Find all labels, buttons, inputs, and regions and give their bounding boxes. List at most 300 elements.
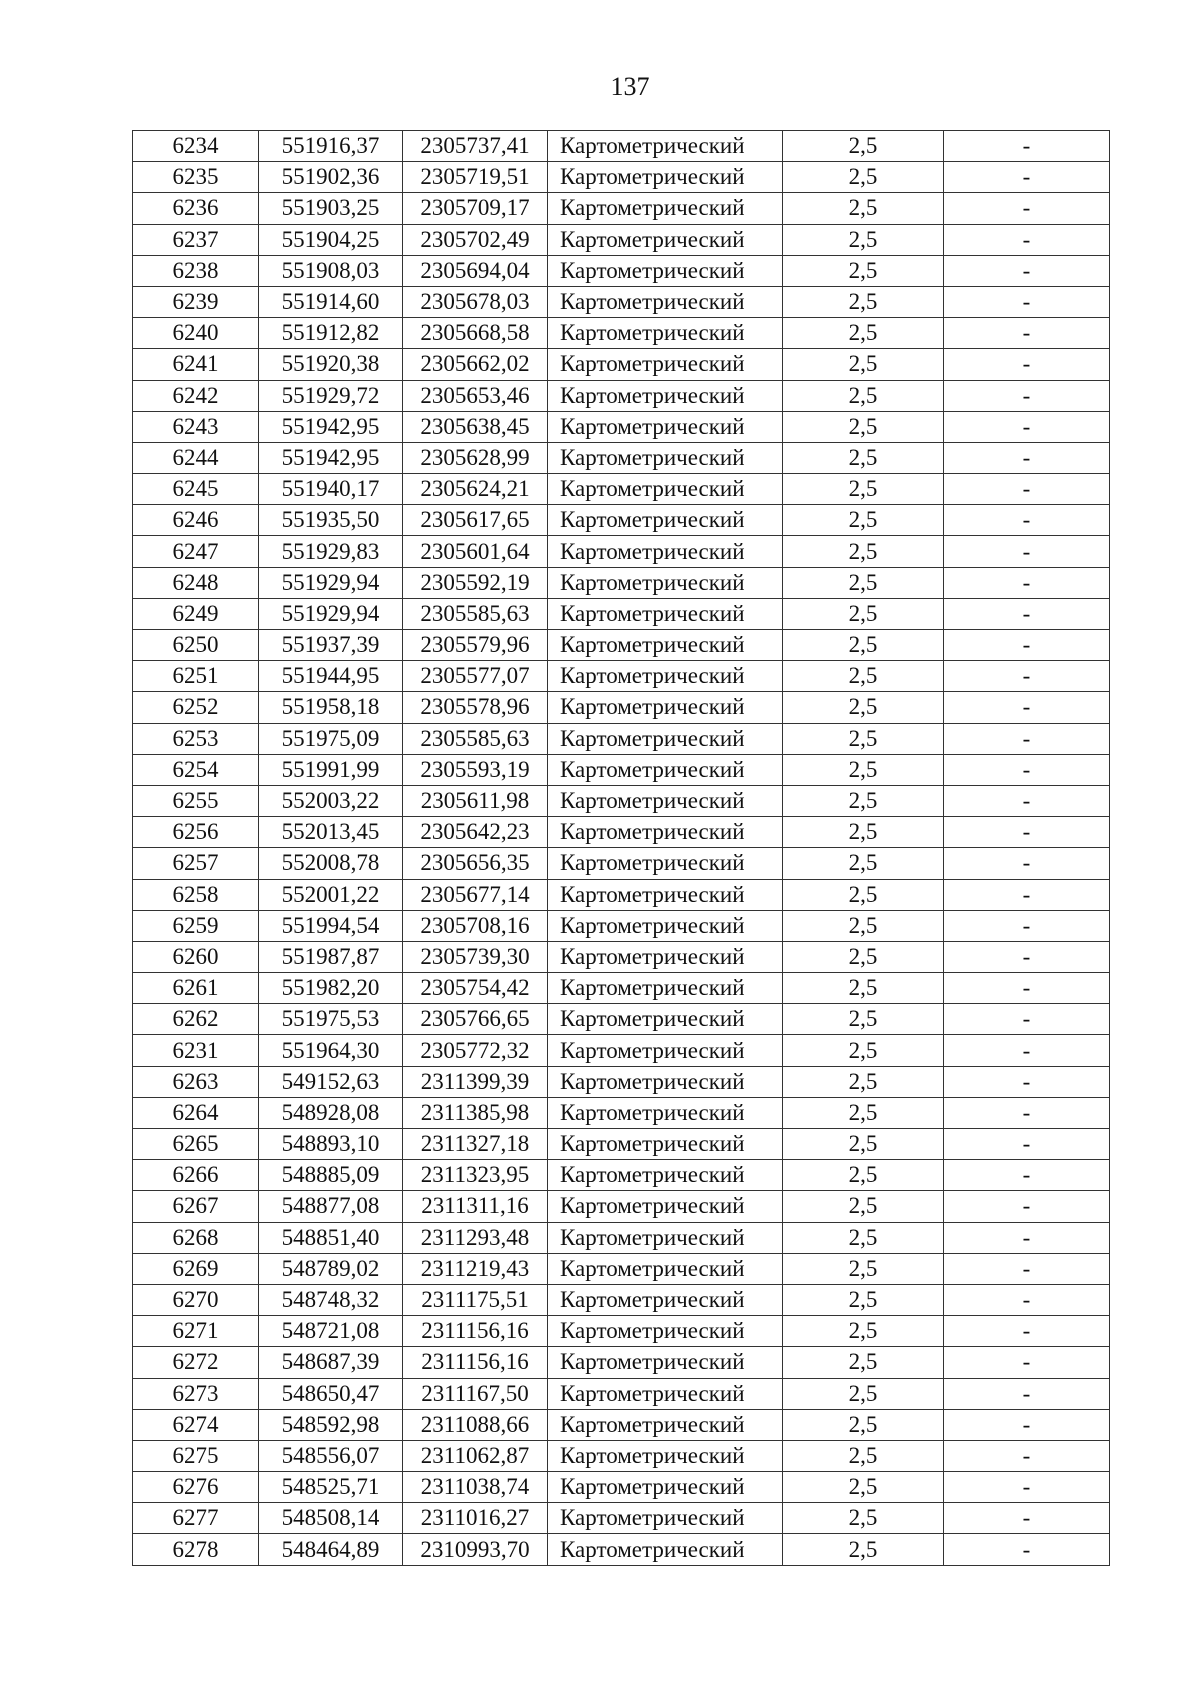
note-cell: - (944, 131, 1110, 162)
method-cell: Картометрический (548, 941, 783, 972)
y-coordinate-cell: 2305628,99 (403, 442, 548, 473)
note-cell: - (944, 1284, 1110, 1315)
point-number-cell: 6259 (133, 910, 259, 941)
method-cell: Картометрический (548, 162, 783, 193)
table-row (133, 598, 1110, 629)
y-coordinate-cell: 2311038,74 (403, 1472, 548, 1503)
note-cell: - (944, 910, 1110, 941)
y-coordinate-cell: 2305766,65 (403, 1004, 548, 1035)
note-cell: - (944, 1097, 1110, 1128)
accuracy-cell: 2,5 (783, 1472, 944, 1503)
accuracy-cell: 2,5 (783, 754, 944, 785)
note-cell: - (944, 1316, 1110, 1347)
table-row (133, 1129, 1110, 1160)
table-row (133, 973, 1110, 1004)
method-cell: Картометрический (548, 1440, 783, 1471)
y-coordinate-cell: 2305662,02 (403, 349, 548, 380)
table-row (133, 785, 1110, 816)
accuracy-cell: 2,5 (783, 1503, 944, 1534)
table-row (133, 286, 1110, 317)
point-number-cell: 6258 (133, 879, 259, 910)
point-number-cell: 6248 (133, 567, 259, 598)
note-cell: - (944, 692, 1110, 723)
y-coordinate-cell: 2305772,32 (403, 1035, 548, 1066)
x-coordinate-cell: 551942,95 (259, 442, 403, 473)
note-cell: - (944, 1440, 1110, 1471)
x-coordinate-cell: 548885,09 (259, 1160, 403, 1191)
x-coordinate-cell: 548748,32 (259, 1284, 403, 1315)
x-coordinate-cell: 551944,95 (259, 661, 403, 692)
accuracy-cell: 2,5 (783, 318, 944, 349)
method-cell: Картометрический (548, 1191, 783, 1222)
method-cell: Картометрический (548, 224, 783, 255)
table-row (133, 661, 1110, 692)
table-row (133, 474, 1110, 505)
note-cell: - (944, 474, 1110, 505)
x-coordinate-cell: 551929,94 (259, 598, 403, 629)
point-number-cell: 6266 (133, 1160, 259, 1191)
point-number-cell: 6264 (133, 1097, 259, 1128)
table-row (133, 1503, 1110, 1534)
method-cell: Картометрический (548, 193, 783, 224)
x-coordinate-cell: 551914,60 (259, 286, 403, 317)
x-coordinate-cell: 551904,25 (259, 224, 403, 255)
method-cell: Картометрический (548, 1129, 783, 1160)
note-cell: - (944, 1035, 1110, 1066)
point-number-cell: 6278 (133, 1534, 259, 1565)
y-coordinate-cell: 2305754,42 (403, 973, 548, 1004)
table-row (133, 1316, 1110, 1347)
note-cell: - (944, 941, 1110, 972)
y-coordinate-cell: 2305617,65 (403, 505, 548, 536)
point-number-cell: 6243 (133, 411, 259, 442)
x-coordinate-cell: 551920,38 (259, 349, 403, 380)
point-number-cell: 6244 (133, 442, 259, 473)
y-coordinate-cell: 2310993,70 (403, 1534, 548, 1565)
x-coordinate-cell: 551937,39 (259, 630, 403, 661)
y-coordinate-cell: 2305708,16 (403, 910, 548, 941)
accuracy-cell: 2,5 (783, 1534, 944, 1565)
x-coordinate-cell: 551916,37 (259, 131, 403, 162)
method-cell: Картометрический (548, 442, 783, 473)
accuracy-cell: 2,5 (783, 692, 944, 723)
y-coordinate-cell: 2305577,07 (403, 661, 548, 692)
x-coordinate-cell: 551987,87 (259, 941, 403, 972)
x-coordinate-cell: 551929,83 (259, 536, 403, 567)
y-coordinate-cell: 2311156,16 (403, 1347, 548, 1378)
accuracy-cell: 2,5 (783, 1316, 944, 1347)
accuracy-cell: 2,5 (783, 1253, 944, 1284)
method-cell: Картометрический (548, 754, 783, 785)
accuracy-cell: 2,5 (783, 536, 944, 567)
coordinates-table (132, 130, 1110, 1566)
x-coordinate-cell: 551958,18 (259, 692, 403, 723)
table-row (133, 630, 1110, 661)
y-coordinate-cell: 2311156,16 (403, 1316, 548, 1347)
y-coordinate-cell: 2311088,66 (403, 1409, 548, 1440)
table-row (133, 349, 1110, 380)
table-row (133, 1378, 1110, 1409)
y-coordinate-cell: 2311219,43 (403, 1253, 548, 1284)
point-number-cell: 6254 (133, 754, 259, 785)
note-cell: - (944, 1066, 1110, 1097)
table-row (133, 193, 1110, 224)
note-cell: - (944, 411, 1110, 442)
accuracy-cell: 2,5 (783, 848, 944, 879)
point-number-cell: 6249 (133, 598, 259, 629)
x-coordinate-cell: 548525,71 (259, 1472, 403, 1503)
point-number-cell: 6267 (133, 1191, 259, 1222)
y-coordinate-cell: 2311327,18 (403, 1129, 548, 1160)
accuracy-cell: 2,5 (783, 1440, 944, 1471)
accuracy-cell: 2,5 (783, 1160, 944, 1191)
x-coordinate-cell: 551903,25 (259, 193, 403, 224)
accuracy-cell: 2,5 (783, 442, 944, 473)
accuracy-cell: 2,5 (783, 1066, 944, 1097)
accuracy-cell: 2,5 (783, 1222, 944, 1253)
note-cell: - (944, 630, 1110, 661)
point-number-cell: 6238 (133, 255, 259, 286)
y-coordinate-cell: 2305624,21 (403, 474, 548, 505)
y-coordinate-cell: 2311385,98 (403, 1097, 548, 1128)
method-cell: Картометрический (548, 1378, 783, 1409)
x-coordinate-cell: 548877,08 (259, 1191, 403, 1222)
table-row (133, 879, 1110, 910)
y-coordinate-cell: 2305653,46 (403, 380, 548, 411)
method-cell: Картометрический (548, 630, 783, 661)
x-coordinate-cell: 548928,08 (259, 1097, 403, 1128)
table-row (133, 848, 1110, 879)
point-number-cell: 6237 (133, 224, 259, 255)
accuracy-cell: 2,5 (783, 630, 944, 661)
note-cell: - (944, 848, 1110, 879)
method-cell: Картометрический (548, 1472, 783, 1503)
y-coordinate-cell: 2305709,17 (403, 193, 548, 224)
x-coordinate-cell: 551902,36 (259, 162, 403, 193)
y-coordinate-cell: 2305668,58 (403, 318, 548, 349)
note-cell: - (944, 1378, 1110, 1409)
method-cell: Картометрический (548, 661, 783, 692)
x-coordinate-cell: 552001,22 (259, 879, 403, 910)
method-cell: Картометрический (548, 1160, 783, 1191)
x-coordinate-cell: 551982,20 (259, 973, 403, 1004)
y-coordinate-cell: 2305739,30 (403, 941, 548, 972)
point-number-cell: 6272 (133, 1347, 259, 1378)
method-cell: Картометрический (548, 848, 783, 879)
point-number-cell: 6270 (133, 1284, 259, 1315)
method-cell: Картометрический (548, 723, 783, 754)
note-cell: - (944, 1409, 1110, 1440)
point-number-cell: 6260 (133, 941, 259, 972)
method-cell: Картометрический (548, 879, 783, 910)
method-cell: Картометрический (548, 598, 783, 629)
note-cell: - (944, 879, 1110, 910)
table-row (133, 411, 1110, 442)
x-coordinate-cell: 551942,95 (259, 411, 403, 442)
table-row (133, 1160, 1110, 1191)
y-coordinate-cell: 2305642,23 (403, 817, 548, 848)
method-cell: Картометрический (548, 1004, 783, 1035)
x-coordinate-cell: 551964,30 (259, 1035, 403, 1066)
table-row (133, 536, 1110, 567)
y-coordinate-cell: 2305593,19 (403, 754, 548, 785)
accuracy-cell: 2,5 (783, 1284, 944, 1315)
method-cell: Картометрический (548, 255, 783, 286)
y-coordinate-cell: 2305719,51 (403, 162, 548, 193)
x-coordinate-cell: 549152,63 (259, 1066, 403, 1097)
y-coordinate-cell: 2305702,49 (403, 224, 548, 255)
x-coordinate-cell: 548721,08 (259, 1316, 403, 1347)
table-row (133, 1097, 1110, 1128)
y-coordinate-cell: 2311175,51 (403, 1284, 548, 1315)
y-coordinate-cell: 2305585,63 (403, 598, 548, 629)
point-number-cell: 6268 (133, 1222, 259, 1253)
point-number-cell: 6261 (133, 973, 259, 1004)
table-row (133, 505, 1110, 536)
x-coordinate-cell: 548893,10 (259, 1129, 403, 1160)
accuracy-cell: 2,5 (783, 193, 944, 224)
y-coordinate-cell: 2305678,03 (403, 286, 548, 317)
accuracy-cell: 2,5 (783, 785, 944, 816)
table-row (133, 723, 1110, 754)
note-cell: - (944, 1347, 1110, 1378)
x-coordinate-cell: 548687,39 (259, 1347, 403, 1378)
note-cell: - (944, 193, 1110, 224)
note-cell: - (944, 661, 1110, 692)
accuracy-cell: 2,5 (783, 817, 944, 848)
accuracy-cell: 2,5 (783, 349, 944, 380)
method-cell: Картометрический (548, 411, 783, 442)
method-cell: Картометрический (548, 1284, 783, 1315)
method-cell: Картометрический (548, 973, 783, 1004)
method-cell: Картометрический (548, 1097, 783, 1128)
point-number-cell: 6231 (133, 1035, 259, 1066)
y-coordinate-cell: 2305638,45 (403, 411, 548, 442)
accuracy-cell: 2,5 (783, 723, 944, 754)
point-number-cell: 6239 (133, 286, 259, 317)
coordinates-table-body (133, 131, 1110, 1566)
method-cell: Картометрический (548, 692, 783, 723)
x-coordinate-cell: 548789,02 (259, 1253, 403, 1284)
y-coordinate-cell: 2305578,96 (403, 692, 548, 723)
accuracy-cell: 2,5 (783, 661, 944, 692)
point-number-cell: 6240 (133, 318, 259, 349)
y-coordinate-cell: 2311062,87 (403, 1440, 548, 1471)
note-cell: - (944, 505, 1110, 536)
note-cell: - (944, 723, 1110, 754)
point-number-cell: 6256 (133, 817, 259, 848)
point-number-cell: 6276 (133, 1472, 259, 1503)
point-number-cell: 6252 (133, 692, 259, 723)
x-coordinate-cell: 551908,03 (259, 255, 403, 286)
table-row (133, 817, 1110, 848)
accuracy-cell: 2,5 (783, 131, 944, 162)
x-coordinate-cell: 548851,40 (259, 1222, 403, 1253)
note-cell: - (944, 1253, 1110, 1284)
y-coordinate-cell: 2305656,35 (403, 848, 548, 879)
accuracy-cell: 2,5 (783, 224, 944, 255)
point-number-cell: 6246 (133, 505, 259, 536)
note-cell: - (944, 286, 1110, 317)
accuracy-cell: 2,5 (783, 380, 944, 411)
table-row (133, 1472, 1110, 1503)
table-row (133, 567, 1110, 598)
note-cell: - (944, 380, 1110, 411)
x-coordinate-cell: 551994,54 (259, 910, 403, 941)
table-row (133, 1191, 1110, 1222)
y-coordinate-cell: 2305592,19 (403, 567, 548, 598)
point-number-cell: 6253 (133, 723, 259, 754)
note-cell: - (944, 1222, 1110, 1253)
method-cell: Картометрический (548, 286, 783, 317)
note-cell: - (944, 598, 1110, 629)
x-coordinate-cell: 551991,99 (259, 754, 403, 785)
table-row (133, 692, 1110, 723)
method-cell: Картометрический (548, 380, 783, 411)
point-number-cell: 6277 (133, 1503, 259, 1534)
accuracy-cell: 2,5 (783, 474, 944, 505)
note-cell: - (944, 442, 1110, 473)
accuracy-cell: 2,5 (783, 598, 944, 629)
point-number-cell: 6257 (133, 848, 259, 879)
note-cell: - (944, 754, 1110, 785)
note-cell: - (944, 1004, 1110, 1035)
accuracy-cell: 2,5 (783, 1409, 944, 1440)
y-coordinate-cell: 2305601,64 (403, 536, 548, 567)
note-cell: - (944, 1503, 1110, 1534)
method-cell: Картометрический (548, 1253, 783, 1284)
point-number-cell: 6236 (133, 193, 259, 224)
method-cell: Картометрический (548, 1534, 783, 1565)
point-number-cell: 6251 (133, 661, 259, 692)
page-number: 137 (610, 72, 650, 101)
table-row (133, 1004, 1110, 1035)
point-number-cell: 6241 (133, 349, 259, 380)
x-coordinate-cell: 548556,07 (259, 1440, 403, 1471)
accuracy-cell: 2,5 (783, 505, 944, 536)
x-coordinate-cell: 552003,22 (259, 785, 403, 816)
table-row (133, 162, 1110, 193)
table-row (133, 131, 1110, 162)
table-row (133, 1347, 1110, 1378)
method-cell: Картометрический (548, 474, 783, 505)
table-row (133, 754, 1110, 785)
note-cell: - (944, 162, 1110, 193)
table-row (133, 1222, 1110, 1253)
method-cell: Картометрический (548, 349, 783, 380)
method-cell: Картометрический (548, 505, 783, 536)
x-coordinate-cell: 552013,45 (259, 817, 403, 848)
y-coordinate-cell: 2311016,27 (403, 1503, 548, 1534)
accuracy-cell: 2,5 (783, 1129, 944, 1160)
accuracy-cell: 2,5 (783, 162, 944, 193)
point-number-cell: 6265 (133, 1129, 259, 1160)
accuracy-cell: 2,5 (783, 879, 944, 910)
x-coordinate-cell: 551975,53 (259, 1004, 403, 1035)
y-coordinate-cell: 2311399,39 (403, 1066, 548, 1097)
table-row (133, 1284, 1110, 1315)
method-cell: Картометрический (548, 536, 783, 567)
note-cell: - (944, 1160, 1110, 1191)
method-cell: Картометрический (548, 131, 783, 162)
point-number-cell: 6269 (133, 1253, 259, 1284)
x-coordinate-cell: 548650,47 (259, 1378, 403, 1409)
y-coordinate-cell: 2311311,16 (403, 1191, 548, 1222)
note-cell: - (944, 255, 1110, 286)
point-number-cell: 6263 (133, 1066, 259, 1097)
accuracy-cell: 2,5 (783, 1378, 944, 1409)
accuracy-cell: 2,5 (783, 411, 944, 442)
method-cell: Картометрический (548, 817, 783, 848)
note-cell: - (944, 1472, 1110, 1503)
accuracy-cell: 2,5 (783, 1191, 944, 1222)
note-cell: - (944, 567, 1110, 598)
method-cell: Картометрический (548, 785, 783, 816)
y-coordinate-cell: 2305611,98 (403, 785, 548, 816)
accuracy-cell: 2,5 (783, 910, 944, 941)
x-coordinate-cell: 551929,94 (259, 567, 403, 598)
table-row (133, 1253, 1110, 1284)
method-cell: Картометрический (548, 567, 783, 598)
method-cell: Картометрический (548, 910, 783, 941)
accuracy-cell: 2,5 (783, 1097, 944, 1128)
table-row (133, 255, 1110, 286)
x-coordinate-cell: 548508,14 (259, 1503, 403, 1534)
note-cell: - (944, 224, 1110, 255)
method-cell: Картометрический (548, 1503, 783, 1534)
table-row (133, 941, 1110, 972)
table-row (133, 1035, 1110, 1066)
x-coordinate-cell: 551935,50 (259, 505, 403, 536)
x-coordinate-cell: 548592,98 (259, 1409, 403, 1440)
accuracy-cell: 2,5 (783, 941, 944, 972)
x-coordinate-cell: 551929,72 (259, 380, 403, 411)
point-number-cell: 6235 (133, 162, 259, 193)
point-number-cell: 6262 (133, 1004, 259, 1035)
table-row (133, 910, 1110, 941)
table-row (133, 442, 1110, 473)
table-row (133, 318, 1110, 349)
method-cell: Картометрический (548, 1066, 783, 1097)
point-number-cell: 6250 (133, 630, 259, 661)
y-coordinate-cell: 2305585,63 (403, 723, 548, 754)
y-coordinate-cell: 2311293,48 (403, 1222, 548, 1253)
point-number-cell: 6273 (133, 1378, 259, 1409)
accuracy-cell: 2,5 (783, 973, 944, 1004)
accuracy-cell: 2,5 (783, 1035, 944, 1066)
method-cell: Картометрический (548, 1035, 783, 1066)
x-coordinate-cell: 548464,89 (259, 1534, 403, 1565)
note-cell: - (944, 536, 1110, 567)
x-coordinate-cell: 551912,82 (259, 318, 403, 349)
point-number-cell: 6234 (133, 131, 259, 162)
x-coordinate-cell: 551975,09 (259, 723, 403, 754)
note-cell: - (944, 349, 1110, 380)
method-cell: Картометрический (548, 318, 783, 349)
note-cell: - (944, 1534, 1110, 1565)
table-row (133, 1534, 1110, 1565)
table-row (133, 380, 1110, 411)
note-cell: - (944, 1129, 1110, 1160)
point-number-cell: 6242 (133, 380, 259, 411)
note-cell: - (944, 817, 1110, 848)
y-coordinate-cell: 2311323,95 (403, 1160, 548, 1191)
point-number-cell: 6255 (133, 785, 259, 816)
accuracy-cell: 2,5 (783, 1347, 944, 1378)
point-number-cell: 6247 (133, 536, 259, 567)
point-number-cell: 6274 (133, 1409, 259, 1440)
note-cell: - (944, 1191, 1110, 1222)
